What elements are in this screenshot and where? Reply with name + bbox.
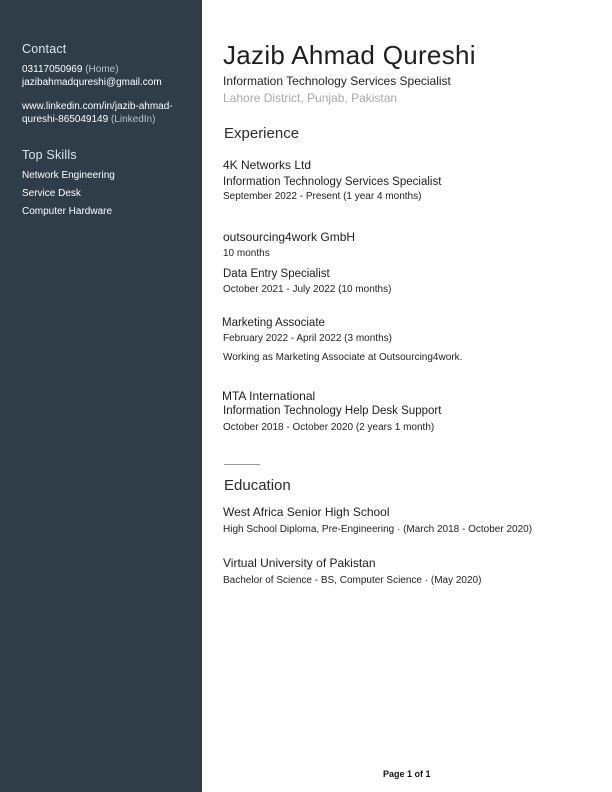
linkedin-url-part2: qureshi-865049149	[22, 114, 109, 125]
linkedin-label: (LinkedIn)	[110, 114, 156, 125]
job-title: Information Technology Services Specialist	[223, 176, 442, 188]
job-tenure: 10 months	[223, 248, 270, 259]
education-school: West Africa Senior High School	[223, 505, 390, 519]
education-heading: Education	[224, 477, 291, 494]
role-description: Working as Marketing Associate at Outsourcing4work.	[223, 352, 463, 363]
top-skills-heading: Top Skills	[22, 148, 77, 162]
experience-heading: Experience	[224, 125, 300, 142]
skill-item: Service Desk	[22, 188, 81, 199]
page-number: Page 1 of 1	[383, 769, 431, 779]
profile-name: Jazib Ahmad Qureshi	[223, 40, 476, 70]
education-degree: High School Diploma, Pre-Engineering · (March 2018 - October 2020)	[223, 524, 533, 535]
role-dates: February 2022 - April 2022 (3 months)	[223, 333, 392, 344]
role-title: Marketing Associate	[222, 317, 325, 329]
job-dates: September 2022 - Present (1 year 4 months)	[223, 191, 422, 202]
job-dates: October 2018 - October 2020 (2 years 1 month)	[223, 422, 435, 433]
job-company: outsourcing4work GmbH	[223, 230, 356, 244]
linkedin-url-part1: www.linkedin.com/in/jazib-ahmad-	[22, 101, 173, 112]
phone-number: 03117050969	[22, 64, 83, 75]
email-link[interactable]: jazibahmadqureshi@gmail.com	[22, 77, 162, 88]
profile-location: Lahore District, Punjab, Pakistan	[223, 91, 398, 105]
education-school: Virtual University of Pakistan	[223, 556, 376, 570]
role-title: Data Entry Specialist	[223, 268, 330, 280]
section-divider	[224, 464, 260, 465]
job-company: MTA International	[222, 389, 316, 403]
skill-item: Computer Hardware	[22, 206, 113, 217]
job-company: 4K Networks Ltd	[223, 158, 312, 172]
education-degree: Bachelor of Science - BS, Computer Science · (May 2020)	[223, 575, 482, 586]
contact-heading: Contact	[22, 42, 67, 56]
skill-item: Network Engineering	[22, 170, 115, 181]
profile-headline: Information Technology Services Specialist	[223, 74, 451, 88]
role-dates: October 2021 - July 2022 (10 months)	[223, 284, 392, 295]
job-title: Information Technology Help Desk Support	[223, 405, 442, 417]
phone-label: (Home)	[85, 64, 119, 75]
